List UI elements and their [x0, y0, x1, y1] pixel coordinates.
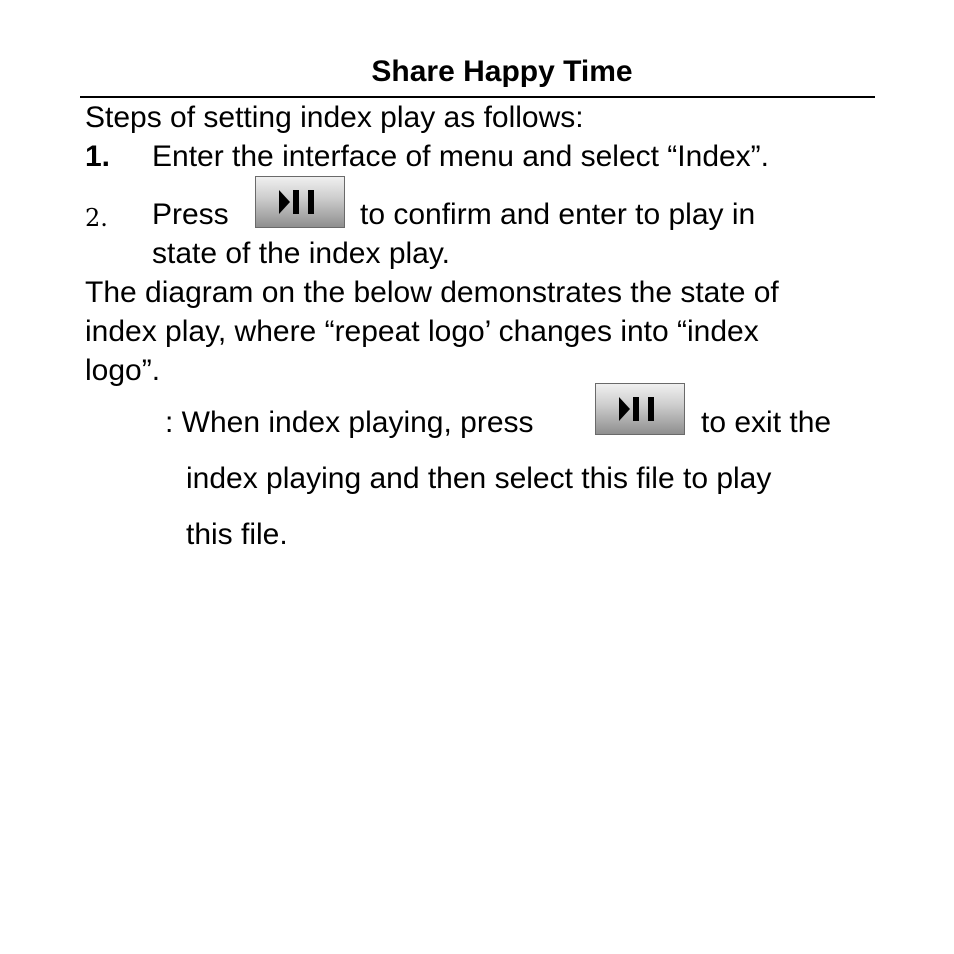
step-2-confirm-text: to confirm and enter to play in — [360, 198, 756, 231]
paragraph-line-1: The diagram on the below demonstrates the state of — [85, 276, 779, 309]
step-2-line-2: state of the index play. — [152, 237, 450, 270]
note-line-1-exit-text: to exit the — [701, 406, 832, 439]
paragraph-line-2: index play, where “repeat logo’ changes into “index — [85, 315, 759, 348]
step-1-text: Enter the interface of menu and select “Index”. — [152, 140, 770, 173]
play-pause-icon — [256, 177, 346, 229]
note-line-3: this file. — [186, 518, 288, 551]
step-1-number: 1. — [85, 140, 111, 173]
play-pause-icon — [596, 384, 686, 436]
page-header-title: Share Happy Time — [371, 55, 633, 88]
paragraph-line-3: logo”. — [85, 354, 161, 387]
note-line-1-text: : When index playing, press — [165, 406, 534, 439]
play-pause-button — [255, 176, 345, 228]
step-2-press-text: Press — [152, 198, 229, 231]
step-2-number: 2. — [85, 204, 108, 232]
header-divider — [80, 96, 875, 98]
play-pause-button-note — [595, 383, 685, 435]
intro-text: Steps of setting index play as follows: — [85, 101, 584, 134]
note-line-2: index playing and then select this file to play — [186, 462, 772, 495]
